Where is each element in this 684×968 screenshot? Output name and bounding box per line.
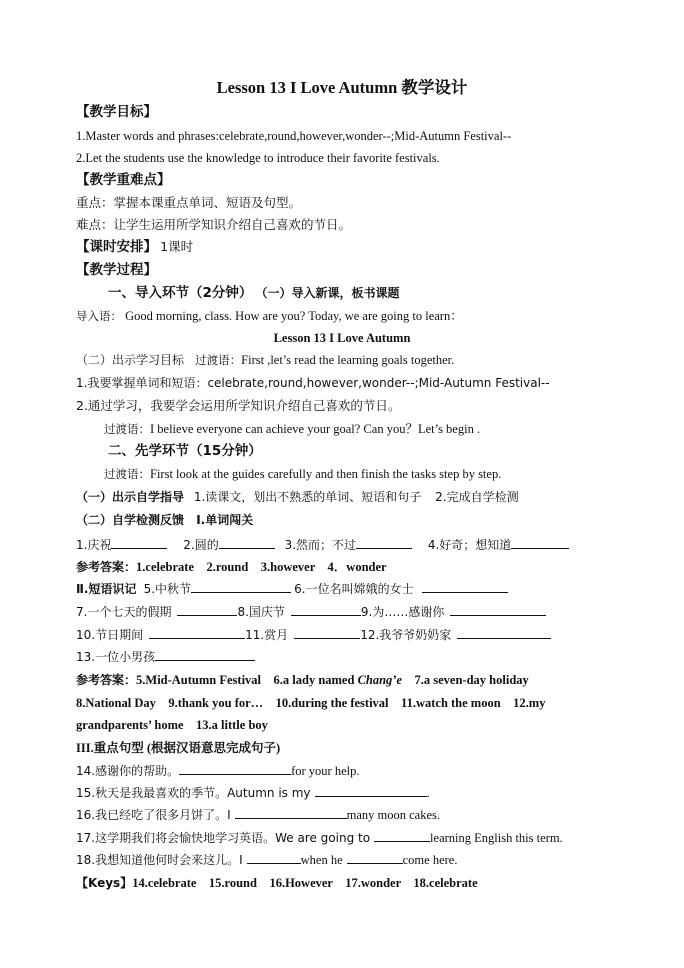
sentence-18-tail: come here.	[402, 853, 458, 867]
answer-blank[interactable]	[347, 852, 403, 864]
phrase-answers-b: 7.a seven-day holiday	[402, 673, 529, 687]
sentence-15-prompt: 15.秋天是我最喜欢的季节。Autumn is my	[76, 786, 311, 800]
stage1-subheading: （一）导入新课，板书课题	[255, 286, 400, 300]
key-points-heading: 【教学重难点】	[76, 172, 171, 188]
transition-label: 过渡语：	[104, 422, 150, 436]
document-title: Lesson 13 I Love Autumn 教学设计	[216, 78, 468, 97]
sentence-17	[76, 830, 563, 846]
transition-label: 过渡语：	[195, 353, 242, 367]
answer-blank[interactable]	[155, 649, 255, 661]
guide-item-1: 1.读课文，划出不熟悉的单词、短语和句子	[193, 490, 422, 504]
goals-heading: 【教学目标】	[76, 104, 157, 120]
answer-blank[interactable]	[191, 581, 291, 593]
sentence-14-tail: for your help.	[291, 764, 360, 778]
sentence-16-prompt: 16.我已经吃了很多月饼了。I	[76, 808, 231, 822]
keys-label: 【Keys】	[76, 876, 133, 890]
transition2-text: I believe everyone can achieve your goal? Can you？Let’s begin .	[150, 422, 481, 436]
phrase-q12: 12.我爷爷奶奶家	[360, 628, 452, 642]
phrase-answer-label: 参考答案：	[76, 673, 137, 687]
keys-row	[76, 875, 478, 891]
lesson-title: Lesson 13 I Love Autumn	[273, 331, 411, 345]
answer-blank[interactable]	[315, 785, 427, 797]
answer-blank[interactable]	[111, 537, 167, 549]
check-row	[76, 512, 253, 528]
transition2-row	[104, 421, 480, 437]
phrase-q10: 10.节日期间	[76, 628, 144, 642]
answer-blank[interactable]	[422, 581, 508, 593]
goals-transition-text: First ,let’s read the learning goals together.	[241, 353, 455, 367]
answer-blank[interactable]	[374, 830, 430, 842]
sentence-18-middle: when he	[300, 853, 343, 867]
answer-blank[interactable]	[450, 604, 546, 616]
sentence-17-tail: learning English this term.	[430, 831, 563, 845]
sentence-17-prompt: 17.这学期我们将会愉快地学习英语。We are going to	[76, 831, 371, 845]
word-questions-row	[76, 537, 569, 553]
word-answers: 1.celebrate 2.round 3.however 4．wonder	[136, 560, 387, 574]
phrase-q9: 9.为……感谢你	[360, 605, 445, 619]
learning-goals-label: （二）出示学习目标	[76, 353, 185, 367]
key-point-text: 重点：掌握本课重点单词、短语及句型。	[76, 195, 302, 210]
transition-label: 过渡语：	[104, 467, 150, 481]
answer-blank[interactable]	[457, 627, 551, 639]
phrase-row-1	[76, 581, 508, 597]
stage2-heading: 二、先学环节（15分钟）	[108, 443, 262, 459]
word-part-label: Ⅰ.单词闯关	[196, 513, 254, 527]
sentence-15	[76, 785, 430, 801]
phrase-q8: 8.国庆节	[237, 605, 285, 619]
keys-text: 14.celebrate 15.round 16.However 17.wonder 18.celebrate	[132, 876, 478, 890]
phrase-row-4	[76, 649, 255, 665]
goals-transition-row	[76, 352, 454, 368]
process-heading: 【教学过程】	[76, 262, 157, 278]
answer-blank[interactable]	[247, 852, 301, 864]
answer-blank[interactable]	[149, 627, 245, 639]
answer-blank[interactable]	[294, 627, 360, 639]
phrase-q7: 7.一个七天的假期	[76, 605, 172, 619]
answer-blank[interactable]	[511, 537, 569, 549]
phrase-answers-row-3: grandparents’ home 13.a little boy	[76, 718, 268, 732]
word-q3: 3.然而；不过	[284, 538, 357, 552]
word-q2: 2.圆的	[183, 538, 219, 552]
answer-blank[interactable]	[356, 537, 412, 549]
intro-text: Good morning, class. How are you? Today, we are going to learn：	[125, 309, 463, 323]
stage1-heading: 一、导入环节（2分钟）	[108, 285, 253, 301]
learning-goal-1: 1.我要掌握单词和短语：celebrate,round,however,wonder--;Mid-Autumn Festival--	[76, 376, 550, 390]
answer-blank[interactable]	[179, 763, 291, 775]
sentence-18	[76, 852, 457, 868]
phrase-row-3	[76, 627, 551, 643]
phrase-answers-row-1	[76, 672, 529, 688]
schedule-heading: 【课时安排】	[76, 239, 157, 255]
phrase-q6: 6.一位名叫嫦娥的女士	[294, 582, 414, 596]
transition3-text: First look at the guides carefully and then finish the tasks step by step.	[150, 467, 502, 481]
intro-row	[76, 308, 463, 324]
check-label: （二）自学检测反馈	[76, 513, 185, 527]
sentence-14	[76, 763, 359, 779]
word-q4: 4.好奇；想知道	[427, 538, 512, 552]
phrase-answers-row-2: 8.National Day 9.thank you for… 10.during the festival 11.watch the moon 12.my	[76, 696, 546, 710]
guide-item-2: 2.完成自学检测	[435, 490, 519, 504]
sentence-16	[76, 807, 440, 823]
goal-item-1: 1.Master words and phrases:celebrate,round,however,wonder--;Mid-Autumn Festival--	[76, 129, 512, 143]
learning-goal-2: 2.通过学习，我要学会运用所学知识介绍自己喜欢的节日。	[76, 398, 401, 413]
phrase-part-label: Ⅱ.短语识记	[76, 582, 137, 596]
sentence-18-prompt: 18.我想知道他何时会来这儿。I	[76, 853, 243, 867]
transition3-row	[104, 466, 501, 482]
phrase-q11: 11.赏月	[245, 628, 289, 642]
answer-blank[interactable]	[219, 537, 275, 549]
sentence-part-label: III.重点句型 (根据汉语意思完成句子)	[76, 741, 281, 755]
guide-label: （一）出示自学指导	[76, 490, 185, 504]
schedule-value: 1课时	[160, 239, 194, 254]
answer-blank[interactable]	[235, 807, 347, 819]
phrase-answers-change: Chang’e	[357, 673, 403, 687]
intro-label: 导入语：	[76, 309, 122, 323]
phrase-answers-a: 5.Mid-Autumn Festival 6.a lady named	[136, 673, 358, 687]
stage1-row	[108, 285, 400, 301]
answer-blank[interactable]	[291, 604, 361, 616]
sentence-15-tail: .	[426, 786, 430, 800]
word-answer-label: 参考答案：	[76, 560, 137, 574]
sentence-14-prompt: 14.感谢你的帮助。	[76, 764, 180, 778]
word-answers-row	[76, 559, 387, 575]
schedule-row	[76, 239, 193, 255]
difficult-point-text: 难点：让学生运用所学知识介绍自己喜欢的节日。	[76, 217, 352, 232]
sentence-16-tail: many moon cakes.	[346, 808, 441, 822]
word-q1: 1.庆祝	[76, 538, 112, 552]
phrase-q13: 13.一位小男孩	[76, 650, 156, 664]
goal-item-2: 2.Let the students use the knowledge to introduce their favorite festivals.	[76, 151, 440, 165]
phrase-q5: 5.中秋节	[143, 582, 192, 596]
phrase-row-2	[76, 604, 546, 620]
answer-blank[interactable]	[177, 604, 237, 616]
guide-row	[76, 489, 519, 505]
